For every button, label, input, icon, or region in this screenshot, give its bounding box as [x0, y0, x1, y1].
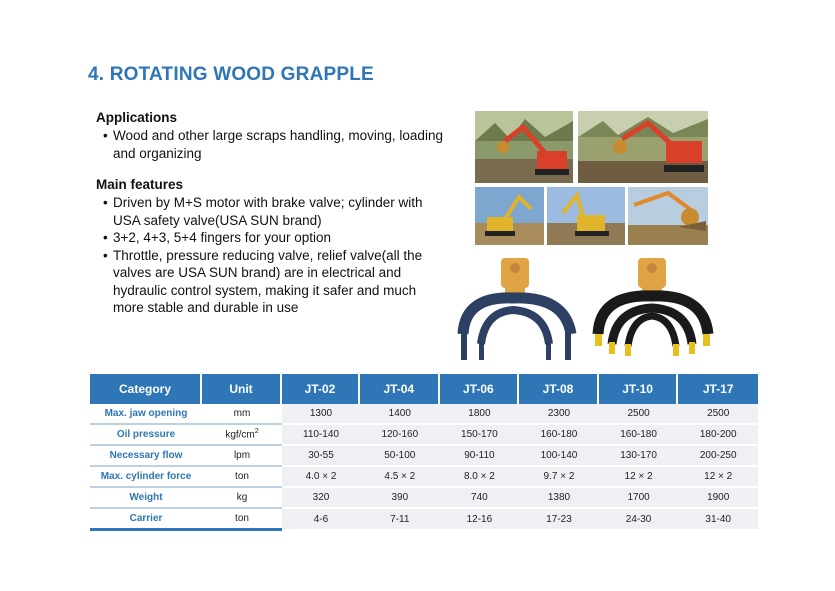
table-cell: 200-250 [678, 446, 758, 467]
features-list [103, 194, 443, 317]
table-cell: 100-140 [519, 446, 599, 467]
table-cell: 120-160 [360, 425, 440, 446]
header-unit: Unit [202, 374, 282, 404]
table-cell: 150-170 [440, 425, 520, 446]
table-cell: 1700 [599, 488, 679, 509]
table-cell: 2500 [678, 404, 758, 425]
row-category: Max. cylinder force [90, 467, 202, 488]
table-cell: 1800 [440, 404, 520, 425]
excavator-photo [475, 111, 573, 183]
row-category: Weight [90, 488, 202, 509]
table-cell: 160-180 [519, 425, 599, 446]
row-unit: ton [202, 509, 282, 531]
features-item: • Driven by M+S motor with brake valve; cylinder with USA safety valve(USA SUN brand) [103, 194, 443, 229]
table-cell: 12 × 2 [678, 467, 758, 488]
table-header-row [90, 374, 758, 404]
table-cell: 160-180 [599, 425, 679, 446]
table-cell: 24-30 [599, 509, 679, 531]
table-row [90, 404, 758, 425]
table-cell: 12 × 2 [599, 467, 679, 488]
row-unit: lpm [202, 446, 282, 467]
row-unit: mm [202, 404, 282, 425]
table-cell: 9.7 × 2 [519, 467, 599, 488]
excavator-photo [475, 187, 544, 245]
table-cell: 180-200 [678, 425, 758, 446]
page-title: 4. ROTATING WOOD GRAPPLE [88, 64, 374, 85]
table-cell: 30-55 [282, 446, 360, 467]
header-model: JT-02 [282, 374, 360, 404]
header-model: JT-17 [678, 374, 758, 404]
excavator-photo [578, 111, 708, 183]
features-heading: Main features [96, 177, 184, 192]
unit-text: kgf/cm [225, 429, 255, 441]
table-cell: 8.0 × 2 [440, 467, 520, 488]
table-cell: 1900 [678, 488, 758, 509]
table-cell: 50-100 [360, 446, 440, 467]
row-unit: kg [202, 488, 282, 509]
table-cell: 12-16 [440, 509, 520, 531]
row-category: Necessary flow [90, 446, 202, 467]
unit-superscript: 2 [254, 428, 259, 436]
table-row [90, 467, 758, 488]
header-model: JT-10 [599, 374, 679, 404]
grapple-black-image [590, 254, 714, 370]
table-cell: 4-6 [282, 509, 360, 531]
table-cell: 17-23 [519, 509, 599, 531]
excavator-photo [547, 187, 625, 245]
features-item: • Throttle, pressure reducing valve, relief valve(all the valves are USA SUN brand) are in electrical and hydraulic control system, making it safer and much more stable and durable in use [103, 247, 443, 317]
table-cell: 1400 [360, 404, 440, 425]
header-model: JT-04 [360, 374, 440, 404]
row-unit [202, 425, 282, 446]
row-category: Max. jaw opening [90, 404, 202, 425]
table-cell: 740 [440, 488, 520, 509]
header-model: JT-08 [519, 374, 599, 404]
table-cell: 1300 [282, 404, 360, 425]
table-cell: 390 [360, 488, 440, 509]
spec-table [90, 374, 758, 531]
table-row [90, 425, 758, 446]
table-cell: 110-140 [282, 425, 360, 446]
table-row [90, 488, 758, 509]
table-cell: 4.0 × 2 [282, 467, 360, 488]
table-cell: 1380 [519, 488, 599, 509]
table-row [90, 446, 758, 467]
applications-item: • Wood and other large scraps handling, moving, loading and organizing [103, 127, 443, 162]
row-category: Oil pressure [90, 425, 202, 446]
grapple-blue-image [455, 254, 577, 370]
table-cell: 320 [282, 488, 360, 509]
row-unit: ton [202, 467, 282, 488]
features-item: • 3+2, 4+3, 5+4 fingers for your option [103, 229, 443, 247]
row-category: Carrier [90, 509, 202, 531]
table-cell: 2300 [519, 404, 599, 425]
table-cell: 4.5 × 2 [360, 467, 440, 488]
table-cell: 2500 [599, 404, 679, 425]
table-cell: 31-40 [678, 509, 758, 531]
applications-heading: Applications [96, 110, 178, 125]
applications-list [103, 127, 443, 162]
excavator-photo [628, 187, 708, 245]
table-cell: 7-11 [360, 509, 440, 531]
header-model: JT-06 [440, 374, 520, 404]
table-row [90, 509, 758, 531]
table-cell: 90-110 [440, 446, 520, 467]
table-cell: 130-170 [599, 446, 679, 467]
header-category: Category [90, 374, 202, 404]
